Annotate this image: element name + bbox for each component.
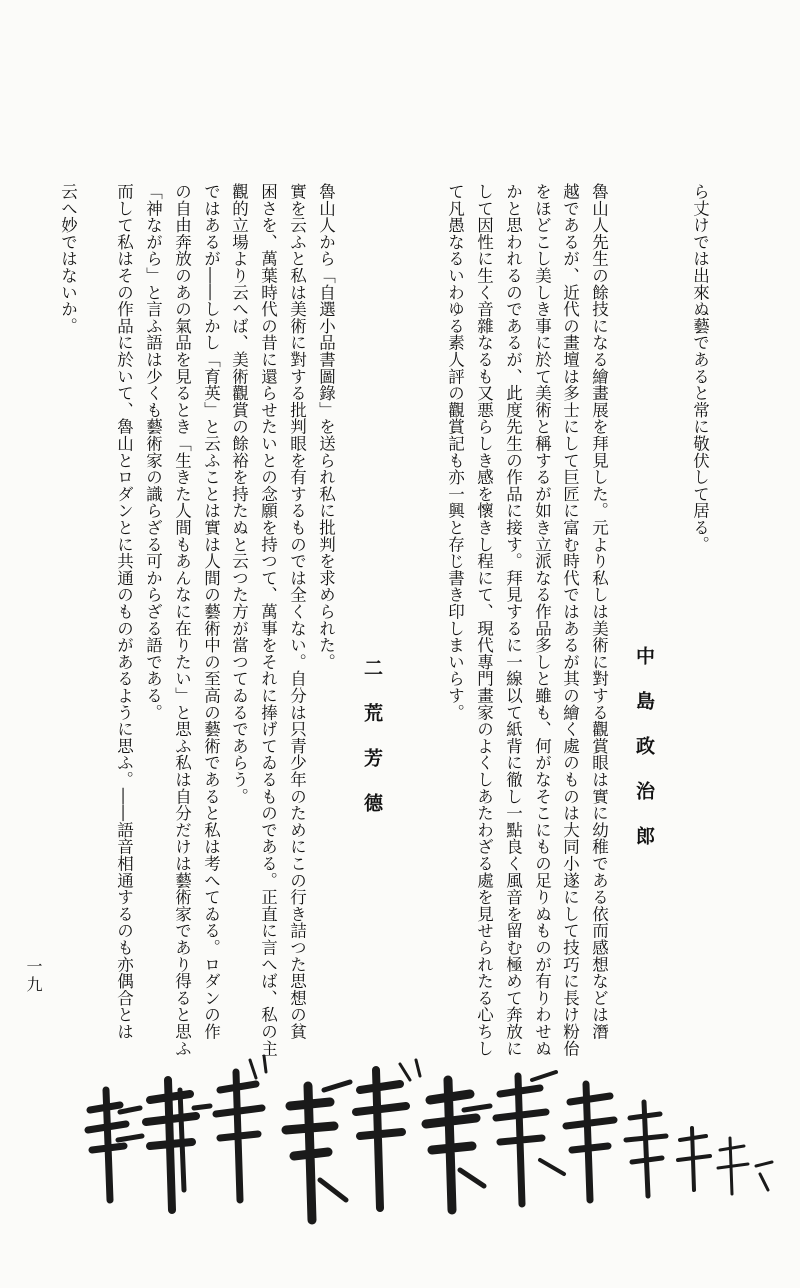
text-line: 觀的立場より云へば、美術觀賞の餘裕を持たぬと云つた方が當つてゐるであらう。 xyxy=(229,183,249,805)
text-line: して因性に生く音雜なるも又悪らしき感を懷きし程にて、現代專門畫家のよくしあたわざる處を見せられたる心ちし xyxy=(474,183,494,1057)
ink-brush-artwork xyxy=(80,1050,780,1230)
text-line: 魯山人先生の餘技になる繪畫展を拜見した。元より私しは美術に對する觀賞眼は實に幼稚である依而感想などは潛 xyxy=(589,183,609,1040)
text-line: 魯山人から「自選小品書圖錄」を送られ私に批判を求められた。 xyxy=(316,183,336,671)
text-line: て凡愚なるいわゆる素人評の觀賞記も亦一興と存じ書き印しまいらす。 xyxy=(445,183,465,721)
text-line: ではあるが――しかし「育英」と云ふことは實は人間の藝術中の至高の藝術であると私は考へてゐる。ロダンの作 xyxy=(201,183,221,1040)
text-line: 實を云ふと私は美術に對する批判眼を有するものでは全くない。自分は只青少年のためにこの行き詰つた思想の貧 xyxy=(287,183,307,1040)
text-line: をほどこし美しき事に於て美術と稱するが如き立派なる作品多しと雖も、何がなそこにもの足りぬものが有りわせぬ xyxy=(532,183,552,1057)
text-line: 困さを、萬葉時代の昔に還らせたいとの念願を持つて、萬事をそれに捧げてゐるものである。正直に言へば、私の主 xyxy=(258,183,278,1057)
text-line: 越であるが、近代の畫壇は多士にして巨匠に富む時代ではあるが其の繪く處のものは大同小遂にして技巧に長け粉佁 xyxy=(560,183,580,1057)
text-line: かと思われるのであるが、此度先生の作品に接す。拜見するに一線以て紙背に徹し一點良く風音を留む極めて奔放に xyxy=(503,183,523,1057)
author-name: 中島政治郎 xyxy=(633,646,655,871)
text-line: 云へ妙ではないか。 xyxy=(58,183,78,335)
text-line: ら丈けでは出來ぬ藝であると常に敬伏して居る。 xyxy=(690,183,710,553)
page-number: 一九 xyxy=(24,958,43,994)
author-name: 二荒芳德 xyxy=(361,658,383,838)
text-line: 而して私はその作品に於いて、魯山とロダンとに共通のものがあるように思ふ。――語音相通するのも亦偶合とは xyxy=(114,183,134,1040)
text-line: 「神ながら」と言ふ語は少くも藝術家の識らざる可からざる語である。 xyxy=(143,183,163,721)
text-line: の自由奔放のあの氣品を見るとき「生きた人間もあんなに在りたい」と思ふ私は自分だけは藝術家であり得ると思ふ xyxy=(172,183,192,1057)
